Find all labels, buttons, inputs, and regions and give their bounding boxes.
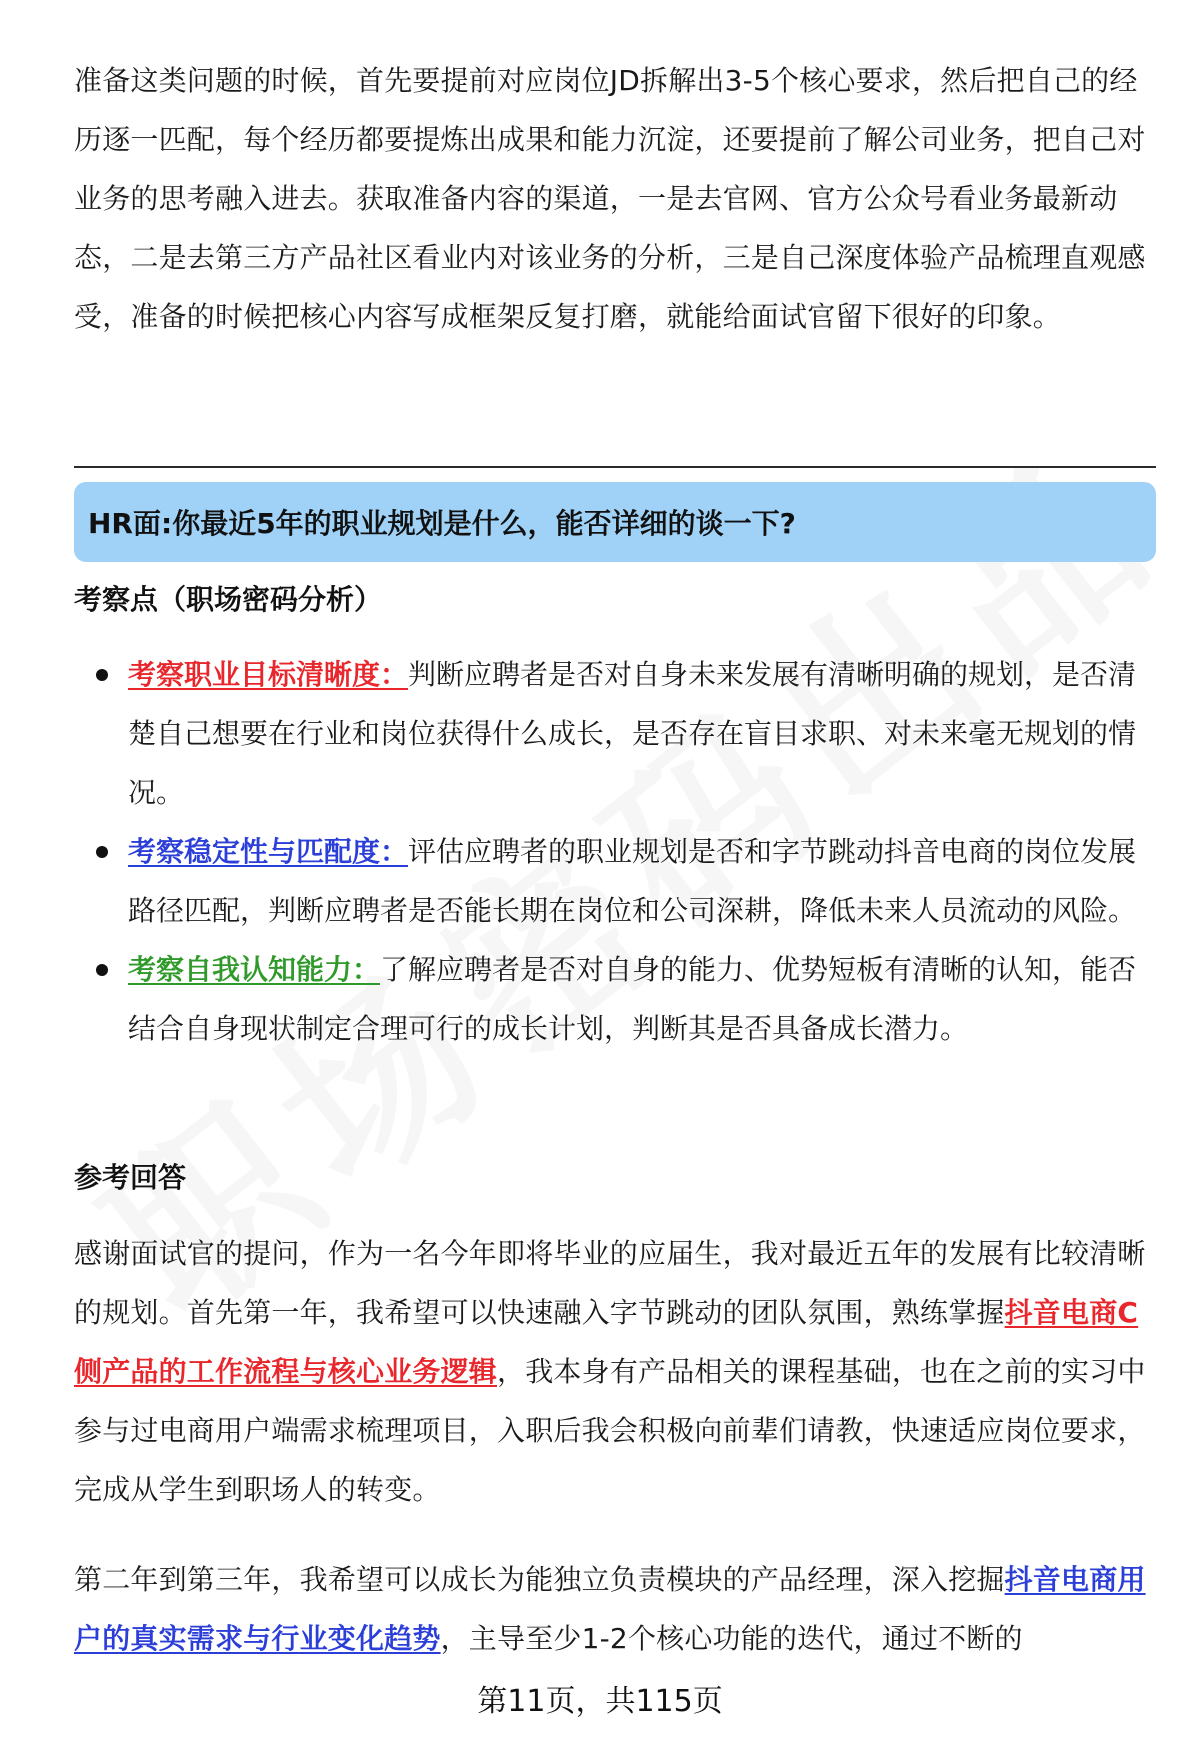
bullet-dot-icon — [96, 669, 108, 681]
list-item — [74, 822, 1156, 940]
answer-heading: 参考回答 — [74, 1161, 187, 1194]
bullet-keyword: 考察稳定性与匹配度： — [128, 835, 409, 868]
answer-paragraph-1 — [74, 1224, 1146, 1519]
list-item — [74, 645, 1156, 822]
page-number: 第11页，共115页 — [477, 1684, 723, 1719]
bullet-text: 判断应聘者是否对自身未来发展有清晰明确的规划，是否清楚自己想要在行业和岗位获得什么成长，是否存在盲目求职、对未来毫无规划的情况。 — [128, 658, 1137, 809]
bullet-keyword: 考察职业目标清晰度： — [128, 658, 409, 691]
question-title: HR面:你最近5年的职业规划是什么，能否详细的谈一下? — [88, 507, 796, 540]
bullet-keyword: 考察自我认知能力： — [128, 953, 381, 986]
answer-highlight: 抖音电商C侧产品的工作流程与核心业务逻辑 — [74, 1296, 1139, 1388]
intro-paragraph: 准备这类问题的时候，首先要提前对应岗位JD拆解出3-5个核心要求，然后把自己的经历逐一匹配，每个经历都要提炼出成果和能力沉淀，还要提前了解公司业务，把自己对业务的思考融入进去。获取准备内容的渠道，一是去官网、官方公众号看业务最新动态，二是去第三方产品社区看业内对该业务的分析，三是自己深度体验产品梳理直观感受，准备的时候把核心内容写成框架反复打磨，就能给面试官留下很好的印象。 — [74, 64, 1146, 333]
bullet-text: 评估应聘者的职业规划是否和字节跳动抖音电商的岗位发展路径匹配，判断应聘者是否能长期在岗位和公司深耕，降低未来人员流动的风险。 — [128, 835, 1137, 927]
analysis-heading: 考察点（职场密码分析） — [74, 583, 383, 616]
list-item — [74, 940, 1156, 1058]
bullet-text: 了解应聘者是否对自身的能力、优势短板有清晰的认知，能否结合自身现状制定合理可行的成长计划，判断其是否具备成长潜力。 — [128, 953, 1137, 1045]
bullet-dot-icon — [96, 964, 108, 976]
answer-highlight: 抖音电商用户的真实需求与行业变化趋势 — [74, 1563, 1146, 1655]
answer-text: 感谢面试官的提问，作为一名今年即将毕业的应届生，我对最近五年的发展有比较清晰的规划。首先第一年，我希望可以快速融入字节跳动的团队氛围，熟练掌握 — [74, 1237, 1146, 1329]
bullet-dot-icon — [96, 846, 108, 858]
answer-text: ，我本身有产品相关的课程基础，也在之前的实习中参与过电商用户端需求梳理项目，入职后我会积极向前辈们请教，快速适应岗位要求，完成从学生到职场人的转变。 — [74, 1355, 1146, 1506]
answer-text: 第二年到第三年，我希望可以成长为能独立负责模块的产品经理，深入挖掘 — [74, 1563, 1005, 1596]
question-box — [74, 482, 1156, 562]
answer-text: ，主导至少1-2个核心功能的迭代，通过不断的 — [440, 1622, 1023, 1655]
answer-paragraph-2 — [74, 1550, 1146, 1668]
analysis-list — [74, 645, 1156, 1058]
section-divider — [74, 466, 1156, 468]
